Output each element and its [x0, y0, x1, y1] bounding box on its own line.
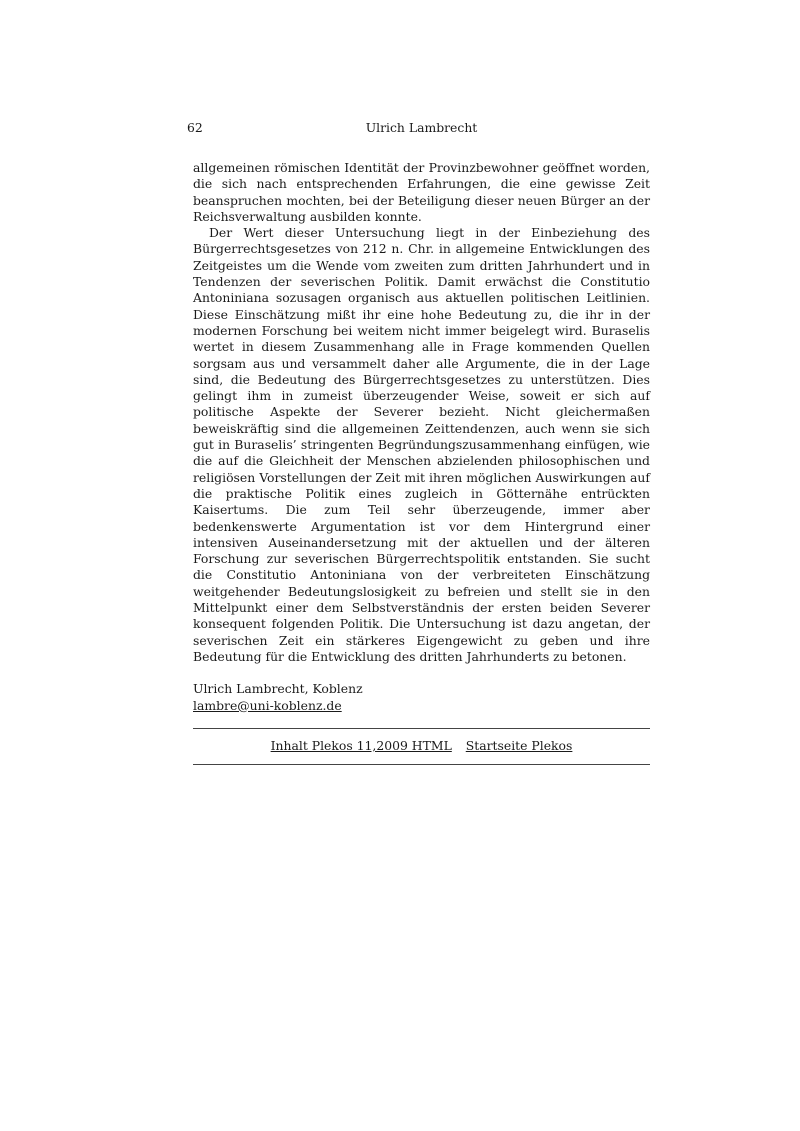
contents-link[interactable]: Inhalt Plekos 11,2009 HTML: [270, 737, 452, 753]
running-header: [187, 118, 650, 138]
running-head-author: Ulrich Lambrecht: [365, 120, 478, 135]
signature-block: [193, 681, 650, 714]
paragraph-continued: allgemeinen römischen Identität der Provinzbewohner geöffnet worden, die sich nach entsprechenden Erfahrungen, die eine gewisse Zeit beanspruchen mochten, bei der Beteiligung dieser neuen Bürger an der Reichsverwaltung ausbilden konnte.: [193, 160, 650, 224]
paragraph-evaluation: Der Wert dieser Untersuchung liegt in der Einbeziehung des Bürgerrechtsgesetzes von 212 n. Chr. in allgemeine Entwicklungen des Zeitgeistes um die Wende vom zweiten zum dritten Jahrhundert und in Tendenzen der severischen Politik. Damit erwächst die Constitutio Antoniniana sozusagen organisch aus aktuellen politischen Leitlinien. Diese Einschätzung mißt ihr eine hohe Bedeutung zu, die ihr in der modernen Forschung bei weitem nicht immer beigelegt wird. Buraselis wertet in diesem Zusammenhang alle in Frage kommenden Quellen sorgsam aus und versammelt daher alle Argumente, die in der Lage sind, die Bedeutung des Bürgerrechtsgesetzes zu unterstützen. Dies gelingt ihm in zumeist überzeugender Weise, soweit er sich auf politische Aspekte der Severer bezieht. Nicht gleichermaßen beweiskräftig sind die allgemeinen Zeittendenzen, auch wenn sie sich gut in Buraselis’ stringenten Begründungszusammenhang einfügen, wie die auf die Gleichheit der Menschen abzielenden philosophischen und religiösen Vorstellungen der Zeit mit ihren möglichen Auswirkungen auf die praktische Politik eines zugleich in Götternähe entrückten Kaisertums. Die zum Teil sehr überzeugende, immer aber bedenkenswerte Argumentation ist vor dem Hintergrund einer intensiven Auseinandersetzung mit der aktuellen und der älteren Forschung zur severischen Bürgerrechtspolitik entstanden. Sie sucht die Constitutio Antoniniana von der verbreiteten Einschätzung weitgehender Bedeutungslosigkeit zu befreien und stellt sie in den Mittelpunkt einer dem Selbstverständnis der ersten beiden Severer konsequent folgenden Politik. Die Untersuchung ist dazu angetan, der severischen Zeit ein stärkeres Eigengewicht zu geben und ihre Bedeutung für die Entwicklung des dritten Jahrhunderts zu betonen.: [193, 225, 650, 664]
review-body: [193, 160, 650, 665]
page-number: 62: [187, 120, 203, 135]
reviewer-email-link[interactable]: lambre@uni-koblenz.de: [193, 697, 342, 713]
homepage-link[interactable]: Startseite Plekos: [465, 737, 573, 753]
reviewer-name: Ulrich Lambrecht, Koblenz: [193, 681, 363, 697]
page: [187, 118, 650, 765]
divider-bottom: [193, 764, 650, 765]
footer-navigation: [193, 729, 650, 764]
